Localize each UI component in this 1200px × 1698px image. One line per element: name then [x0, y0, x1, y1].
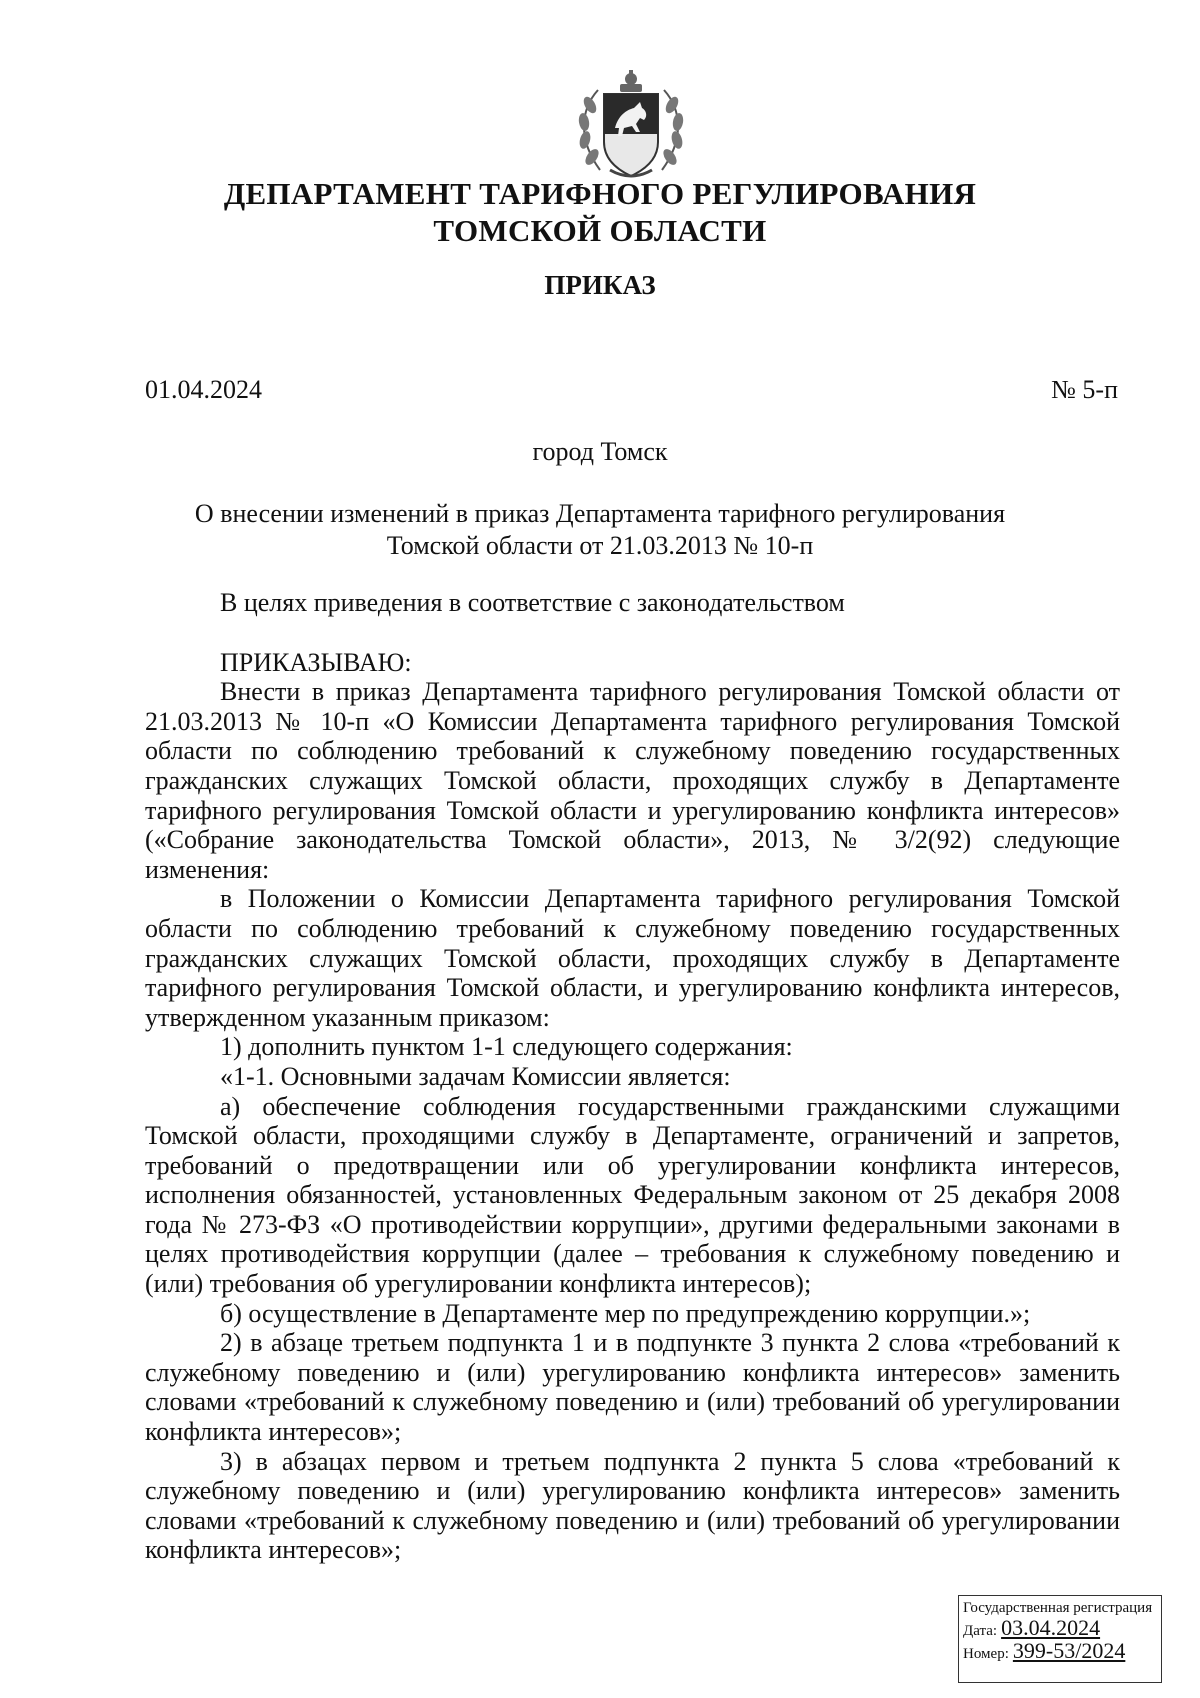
document-type-title: ПРИКАЗ — [544, 270, 656, 300]
stamp-title: Государственная регистрация — [963, 1600, 1153, 1616]
preamble: В целях приведения в соответствие с законодательством — [220, 588, 845, 617]
subject-line2: Томской области от 21.03.2013 № 10-п — [386, 531, 814, 560]
body-paragraph: 3) в абзацах первом и третьем подпункта 2 пункта 5 слова «требований к служебному поведению и (или) урегулированию конфликта интересов» заменить словами «требований к служебному поведению и (или) требований об урегулировании конфликта интересов»; — [145, 1446, 1120, 1565]
body-paragraph: а) обеспечение соблюдения государственными гражданскими служащими Томской области, проходящими службу в Департаменте, ограничений и запретов, требований о предотвращении или об урегулировании конфликта интересов, исполнения обязанностей, установленных Федеральным законом от 25 декабря 2008 года № 273-ФЗ «О противодействии коррупции», другими федеральными законами в целях противодействия коррупции (далее – требования к служебному поведению и (или) требования об урегулировании конфликта интересов); — [145, 1091, 1120, 1299]
order-word: ПРИКАЗЫВАЮ: — [220, 647, 412, 677]
organization-name-line2: ТОМСКОЙ ОБЛАСТИ — [433, 213, 767, 248]
stamp-date-label: Дата: — [963, 1623, 998, 1639]
body-paragraph: б) осуществление в Департаменте мер по предупреждению коррупции.»; — [220, 1298, 1031, 1328]
body-paragraph: в Положении о Комиссии Департамента тарифного регулирования Томской области по соблюдению требований к служебному поведению государственных гражданских служащих Томской области, проходящих службу в Департаменте тарифного регулирования Томской области, и урегулированию конфликта интересов, утвержденном указанным приказом: — [145, 884, 1120, 1032]
organization-name-line1: ДЕПАРТАМЕНТ ТАРИФНОГО РЕГУЛИРОВАНИЯ — [223, 176, 977, 211]
body-paragraph: 2) в абзаце третьем подпункта 1 и в подпункте 3 пункта 2 слова «требований к служебному поведению и (или) урегулированию конфликта интересов» заменить словами «требований к служебному поведению и (или) требований об урегулировании конфликта интересов»; — [145, 1328, 1120, 1447]
stamp-number-value: 399-53/2024 — [1012, 1638, 1126, 1663]
coat-of-arms-emblem — [570, 70, 692, 182]
body-paragraph: «1-1. Основными задачам Комиссии является: — [220, 1061, 731, 1091]
city-label: город Томск — [532, 437, 668, 466]
order-number: № 5-п — [1051, 375, 1118, 404]
stamp-date-value: 03.04.2024 — [1001, 1615, 1101, 1640]
subject-line1: О внесении изменений в приказ Департамента тарифного регулирования — [194, 499, 1006, 528]
order-date: 01.04.2024 — [145, 375, 262, 404]
body-paragraph: Внести в приказ Департамента тарифного регулирования Томской области от 21.03.2013 № 10-п «О Комиссии Департамента тарифного регулирования Томской области по соблюдению требований к служебному поведению государственных гражданских служащих Томской области, проходящих службу в Департаменте тарифного регулирования Томской области и урегулированию конфликта интересов» («Собрание законодательства Томской области», 2013, № 3/2(92) следующие изменения: — [145, 677, 1120, 884]
body-paragraph: 1) дополнить пунктом 1-1 следующего содержания: — [220, 1032, 793, 1062]
registration-stamp — [958, 1595, 1162, 1683]
order-body — [145, 588, 1120, 1565]
order-subject — [0, 498, 1200, 562]
stamp-number-label: Номер: — [963, 1646, 1009, 1662]
